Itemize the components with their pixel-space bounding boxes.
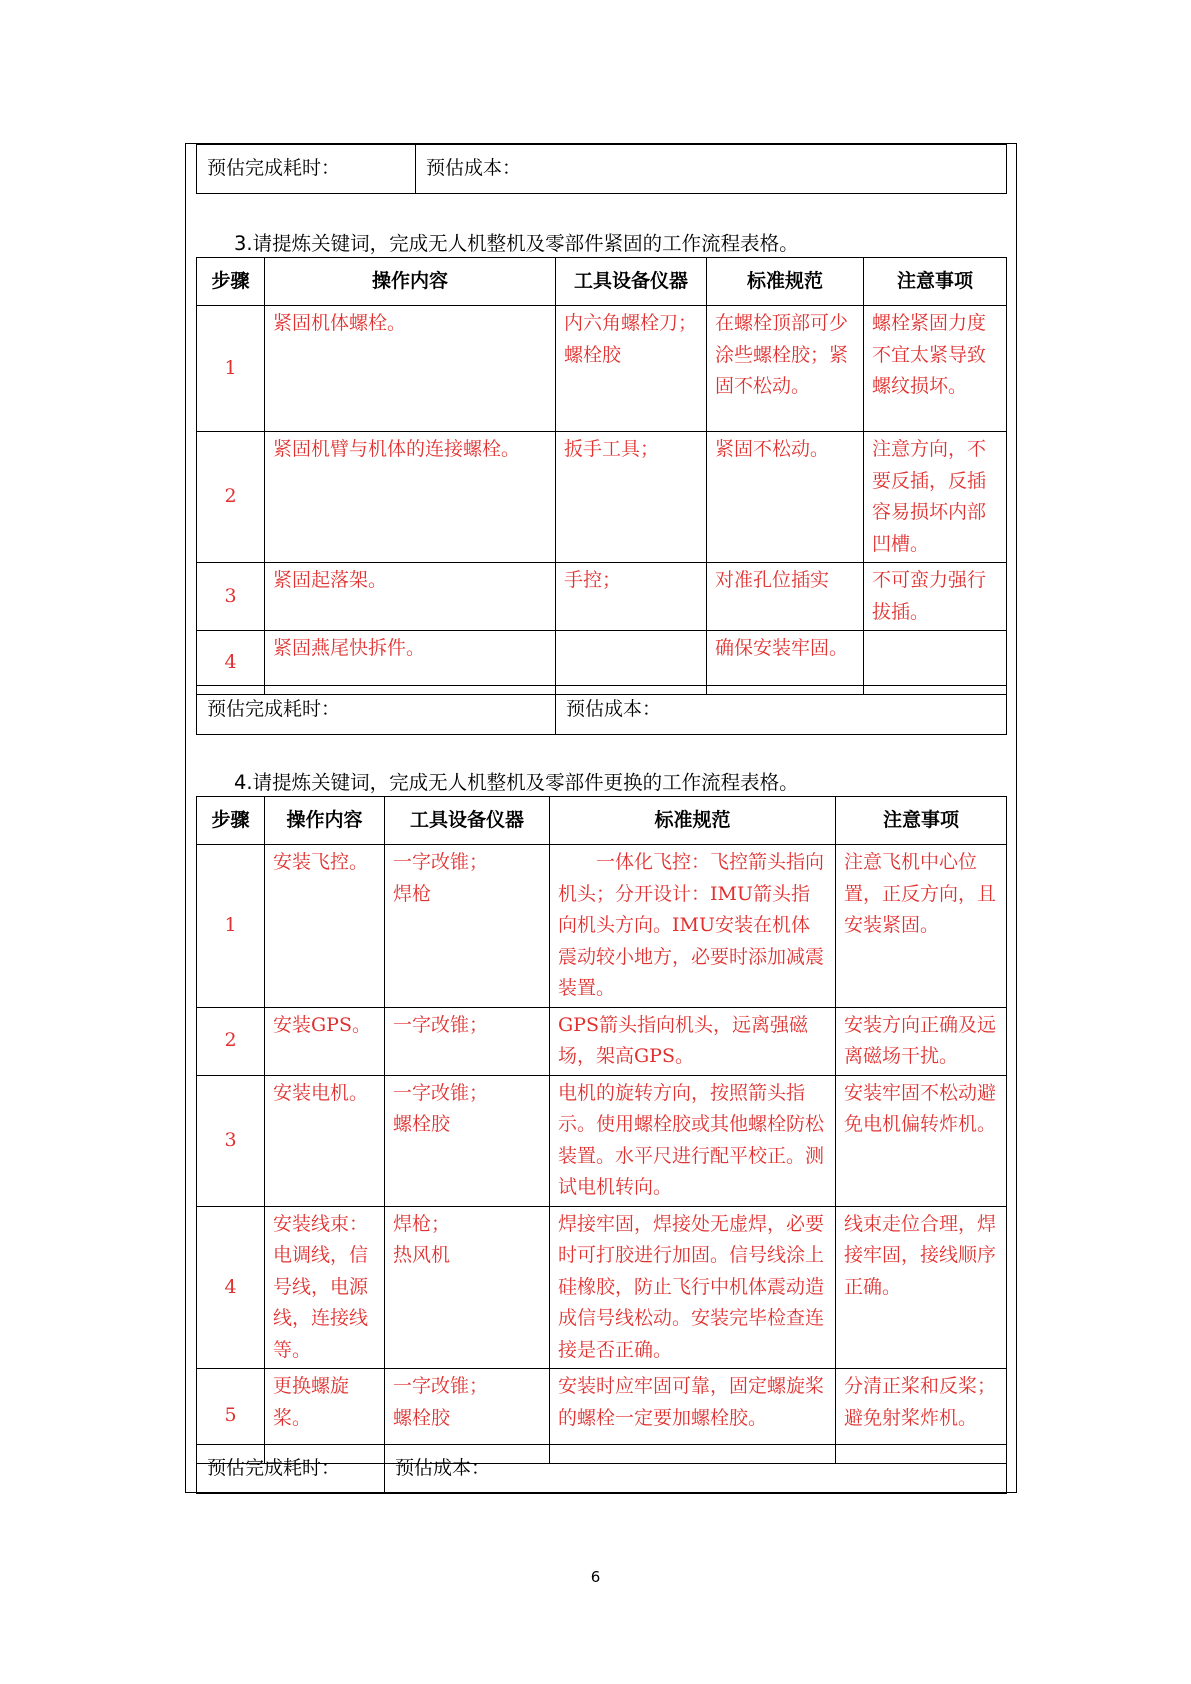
operation-content: 紧固燕尾快拆件。 [265, 631, 556, 695]
notes-cell: 线束走位合理，焊接牢固，接线顺序正确。 [836, 1206, 1007, 1369]
step-number: 4 [197, 631, 265, 695]
operation-content: 紧固机体螺栓。 [265, 306, 556, 432]
estimated-time-label: 预估完成耗时： [197, 686, 556, 735]
page-number: 6 [590, 1568, 601, 1586]
header-step: 步骤 [197, 797, 265, 845]
section4-table [196, 796, 1007, 1464]
operation-content: 紧固起落架。 [265, 563, 556, 631]
operation-content: 安装飞控。 [265, 845, 385, 1008]
table-header-row [197, 797, 1007, 845]
estimated-cost-label: 预估成本： [416, 145, 1007, 194]
notes-cell: 分清正桨和反桨；避免射桨炸机。 [836, 1369, 1007, 1464]
standard-cell: 一体化飞控：飞控箭头指向机头；分开设计：IMU箭头指向机头方向。IMU安装在机体震动较小地方，必要时添加减震装置。 [550, 845, 836, 1008]
table-row [197, 1206, 1007, 1369]
section3-footer [196, 685, 1007, 735]
step-number: 2 [197, 432, 265, 563]
header-content: 操作内容 [265, 797, 385, 845]
section3-caption: 3.请提炼关键词，完成无人机整机及零部件紧固的工作流程表格。 [234, 232, 799, 255]
header-standard: 标准规范 [707, 258, 864, 306]
header-content: 操作内容 [265, 258, 556, 306]
notes-cell: 安装方向正确及远离磁场干扰。 [836, 1007, 1007, 1075]
section3-table [196, 257, 1007, 695]
tools-cell: 一字改锥； 焊枪 [385, 845, 550, 1008]
step-number: 2 [197, 1007, 265, 1075]
header-standard: 标准规范 [550, 797, 836, 845]
step-number: 5 [197, 1369, 265, 1464]
notes-cell: 不可蛮力强行拔插。 [864, 563, 1007, 631]
standard-cell: 紧固不松动。 [707, 432, 864, 563]
header-notes: 注意事项 [864, 258, 1007, 306]
section4-caption: 4.请提炼关键词，完成无人机整机及零部件更换的工作流程表格。 [234, 771, 799, 794]
header-tools: 工具设备仪器 [556, 258, 707, 306]
table-row [197, 432, 1007, 563]
header-notes: 注意事项 [836, 797, 1007, 845]
estimated-time-label: 预估完成耗时： [197, 145, 416, 194]
step-number: 1 [197, 845, 265, 1008]
header-step: 步骤 [197, 258, 265, 306]
notes-cell: 安装牢固不松动避免电机偏转炸机。 [836, 1075, 1007, 1206]
tools-cell: 扳手工具； [556, 432, 707, 563]
estimated-time-label: 预估完成耗时： [197, 1445, 385, 1494]
table-row [197, 1007, 1007, 1075]
operation-content: 更换螺旋桨。 [265, 1369, 385, 1464]
tools-cell: 一字改锥； [385, 1007, 550, 1075]
operation-content: 安装线束：电调线，信号线，电源线，连接线等。 [265, 1206, 385, 1369]
standard-cell: GPS箭头指向机头，远离强磁场，架高GPS。 [550, 1007, 836, 1075]
table-row [197, 1075, 1007, 1206]
standard-cell: 安装时应牢固可靠，固定螺旋桨的螺栓一定要加螺栓胶。 [550, 1369, 836, 1464]
standard-cell: 确保安装牢固。 [707, 631, 864, 695]
table-row [197, 306, 1007, 432]
tools-cell: 手控； [556, 563, 707, 631]
operation-content: 紧固机臂与机体的连接螺栓。 [265, 432, 556, 563]
step-number: 3 [197, 1075, 265, 1206]
standard-cell: 在螺栓顶部可少涂些螺栓胶；紧固不松动。 [707, 306, 864, 432]
operation-content: 安装GPS。 [265, 1007, 385, 1075]
tools-cell: 一字改锥； 螺栓胶 [385, 1369, 550, 1464]
estimated-cost-label: 预估成本： [556, 686, 1007, 735]
step-number: 3 [197, 563, 265, 631]
standard-cell: 对准孔位插实 [707, 563, 864, 631]
standard-cell: 焊接牢固，焊接处无虚焊，必要时可打胶进行加固。信号线涂上硅橡胶，防止飞行中机体震动造成信号线松动。安装完毕检查连接是否正确。 [550, 1206, 836, 1369]
standard-cell: 电机的旋转方向，按照箭头指示。使用螺栓胶或其他螺栓防松装置。水平尺进行配平校正。测试电机转向。 [550, 1075, 836, 1206]
tools-cell: 内六角螺栓刀； 螺栓胶 [556, 306, 707, 432]
estimated-cost-label: 预估成本： [385, 1445, 1007, 1494]
tools-cell: 一字改锥； 螺栓胶 [385, 1075, 550, 1206]
notes-cell: 螺栓紧固力度不宜太紧导致螺纹损坏。 [864, 306, 1007, 432]
step-number: 4 [197, 1206, 265, 1369]
table-row [197, 563, 1007, 631]
table-row [197, 845, 1007, 1008]
operation-content: 安装电机。 [265, 1075, 385, 1206]
section4-footer [196, 1444, 1007, 1494]
top-footer-table [196, 144, 1007, 194]
step-number: 1 [197, 306, 265, 432]
header-tools: 工具设备仪器 [385, 797, 550, 845]
notes-cell: 注意方向，不要反插，反插容易损坏内部凹槽。 [864, 432, 1007, 563]
table-header-row [197, 258, 1007, 306]
notes-cell: 注意飞机中心位置，正反方向，且安装紧固。 [836, 845, 1007, 1008]
tools-cell: 焊枪； 热风机 [385, 1206, 550, 1369]
